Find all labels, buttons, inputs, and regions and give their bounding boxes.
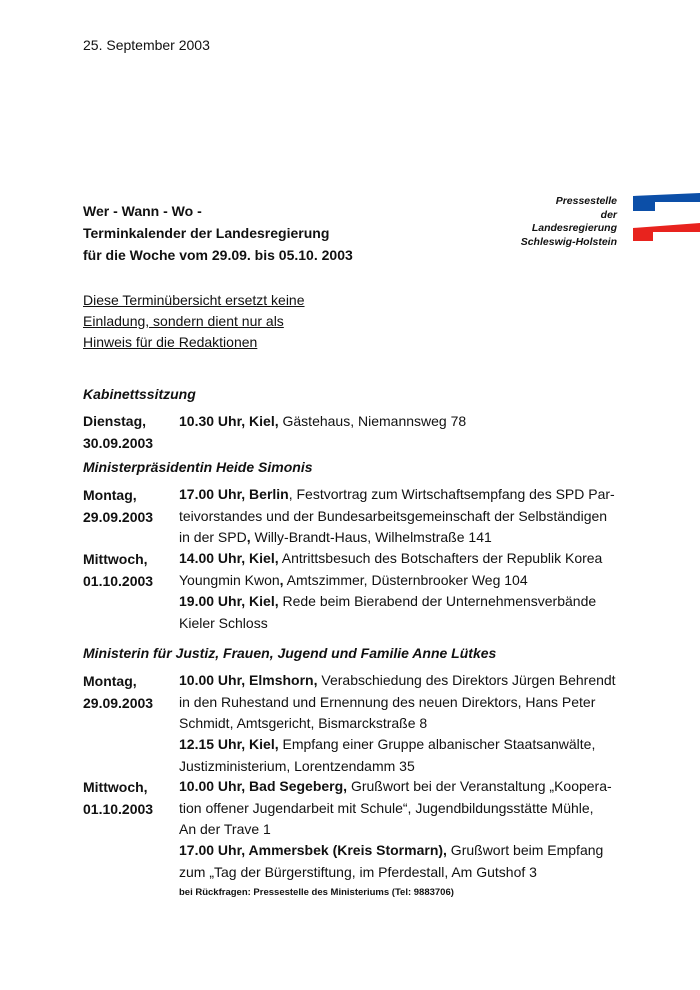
event-line [179, 484, 629, 506]
event-line [179, 840, 629, 862]
event-text: Amtszimmer, Düsternbrooker Weg 104 [283, 571, 528, 588]
title-line: Terminkalender der Landesregierung [83, 225, 330, 241]
event-line [179, 756, 629, 778]
event-line [179, 798, 629, 820]
event-line [179, 776, 629, 798]
event-text: in den Ruhestand und Ernennung des neuen Direktors, Hans Peter [179, 693, 596, 710]
day-label [83, 776, 153, 820]
event-line [179, 613, 629, 635]
event-time-location: 17.00 Uhr, Berlin [179, 486, 289, 502]
event-time-location: , [279, 571, 284, 588]
event-line [179, 670, 629, 692]
disclaimer-line: Diese Terminübersicht ersetzt keine [83, 292, 305, 308]
day-date: 30.09.2003 [83, 435, 154, 451]
event-line [179, 570, 629, 592]
event-time-location: , [246, 529, 251, 545]
event-text: zum „Tag der Bürgerstiftung, im Pferdestall, Am Gutshof 3 [179, 863, 537, 880]
event-line [179, 591, 629, 613]
day-label [83, 548, 153, 592]
event-text: Willy-Brandt-Haus, Wilhelmstraße 141 [250, 529, 492, 545]
day-date: 01.10.2003 [83, 801, 154, 817]
event-line [179, 734, 629, 756]
weekday: Dienstag, [83, 413, 147, 429]
event-line [179, 692, 629, 714]
event-text: An der Trave 1 [179, 821, 271, 837]
event-text: Empfang einer Gruppe albanischer Staatsanwälte, [278, 736, 596, 752]
press-office-line: der [600, 208, 617, 221]
event-time-location: 17.00 Uhr, Ammersbek (Kreis Stormarn), [179, 842, 447, 858]
title-line: für die Woche vom 29.09. bis 05.10. 2003 [83, 247, 353, 263]
logo-red-stripe [633, 223, 700, 241]
event-text: tion offener Jugendarbeit mit Schule“, Jugendbildungsstätte Mühle, [179, 799, 594, 816]
event-line [179, 506, 629, 528]
weekday: Montag, [83, 673, 137, 689]
section-heading: Ministerin für Justiz, Frauen, Jugend und Familie Anne Lütkes [83, 645, 497, 661]
event-text: Rede beim Bierabend der Unternehmensverbände [278, 593, 597, 609]
event-text: Schmidt, Amtsgericht, Bismarckstraße 8 [179, 715, 428, 731]
event-time-location: 19.00 Uhr, Kiel, [179, 593, 279, 609]
title-line: Wer - Wann - Wo - [83, 203, 202, 219]
weekday: Montag, [83, 487, 137, 503]
day-label [83, 410, 153, 454]
day-label [83, 484, 153, 528]
event-entry [179, 548, 629, 591]
event-text: teivorstandes und der Bundesarbeitsgemeinschaft der Selbständigen [179, 507, 608, 524]
contact-note: bei Rückfragen: Pressestelle des Ministeriums (Tel: 9883706) [179, 887, 454, 898]
logo-blue-stripe [633, 193, 700, 211]
event-line [179, 527, 629, 549]
document-date: 25. September 2003 [83, 37, 210, 53]
day-date: 29.09.2003 [83, 695, 154, 711]
event-entry [179, 591, 629, 634]
day-label [83, 670, 153, 714]
press-office-line: Pressestelle [555, 195, 617, 207]
event-text: Grußwort beim Empfang [446, 842, 604, 858]
event-line [179, 862, 629, 884]
event-entry [179, 411, 629, 433]
event-line [179, 819, 629, 841]
press-office-line: Schleswig-Holstein [520, 235, 617, 248]
disclaimer-line: Hinweis für die Redaktionen [83, 334, 258, 350]
event-entry [179, 840, 629, 883]
event-text: Gästehaus, Niemannsweg 78 [278, 413, 467, 429]
event-entry [179, 670, 629, 735]
event-text: Justizministerium, Lorentzendamm 35 [179, 757, 415, 774]
day-date: 01.10.2003 [83, 573, 154, 589]
press-office-label [470, 195, 617, 249]
day-date: 29.09.2003 [83, 509, 154, 525]
event-text: Verabschiedung des Direktors Jürgen Behrendt [317, 672, 616, 688]
section-heading: Kabinettssitzung [83, 386, 196, 402]
event-text: Youngmin Kwon [179, 571, 280, 588]
event-text: , Festvortrag zum Wirtschaftsempfang des SPD Par- [288, 486, 615, 502]
event-entry [179, 734, 629, 777]
weekday: Mittwoch, [83, 551, 148, 567]
event-text: in der SPD [179, 529, 247, 545]
disclaimer-note [83, 290, 305, 353]
press-office-line: Landesregierung [531, 222, 617, 234]
event-line [179, 411, 629, 433]
section-heading: Ministerpräsidentin Heide Simonis [83, 459, 313, 475]
event-time-location: 10.00 Uhr, Bad Segeberg, [179, 778, 348, 794]
event-entry [179, 484, 629, 549]
event-time-location: 12.15 Uhr, Kiel, [179, 736, 279, 752]
event-text: Kieler Schloss [179, 614, 268, 631]
event-text: Grußwort bei der Veranstaltung „Koopera- [347, 778, 612, 794]
event-entry [179, 776, 629, 841]
state-logo [633, 193, 700, 243]
weekday: Mittwoch, [83, 779, 148, 795]
event-line [179, 713, 629, 735]
event-time-location: 14.00 Uhr, Kiel, [179, 550, 279, 566]
document-title [83, 200, 353, 266]
event-time-location: 10.30 Uhr, Kiel, [179, 413, 279, 429]
event-text: Antrittsbesuch des Botschafters der Republik Korea [278, 550, 603, 566]
event-time-location: 10.00 Uhr, Elmshorn, [179, 672, 318, 688]
disclaimer-line: Einladung, sondern dient nur als [83, 313, 284, 329]
event-line [179, 548, 629, 570]
